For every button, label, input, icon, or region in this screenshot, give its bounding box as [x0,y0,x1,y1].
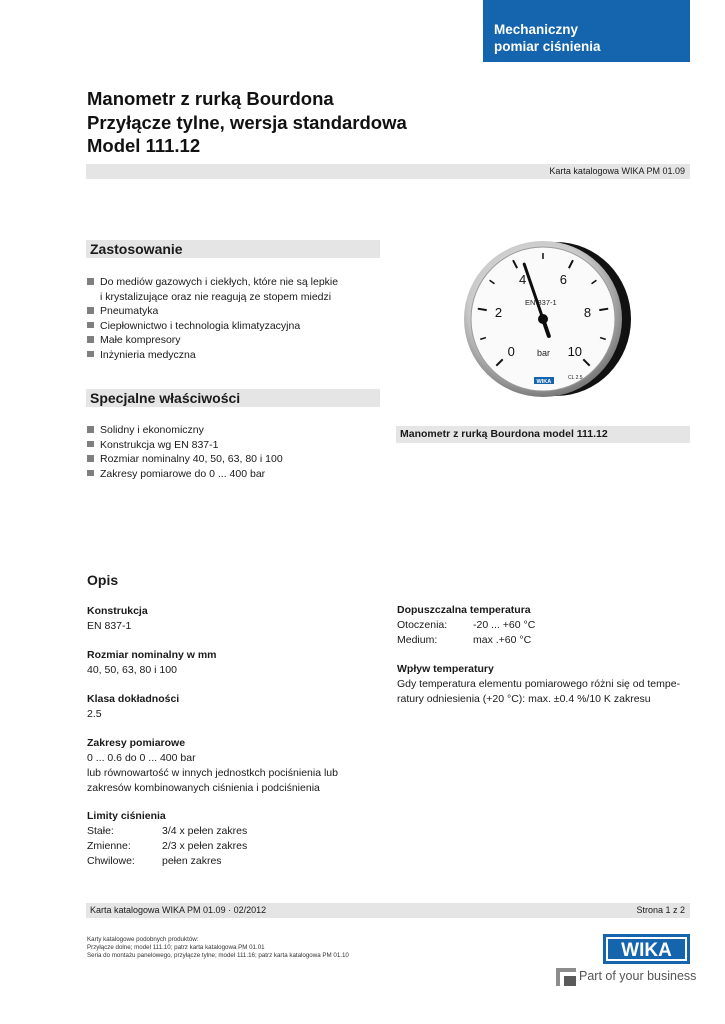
list-item: Zakresy pomiarowe do 0 ... 400 bar [86,467,283,482]
zakresy-block [87,736,338,796]
footer-bar [86,903,690,918]
zakresy-heading: Zakresy pomiarowe [87,737,186,749]
temperatura-heading: Dopuszczalna temperatura [397,604,531,616]
title-line-2: Przyłącze tylne, wersja standardowa [87,111,407,133]
gauge-tick [478,309,487,310]
list-item: Inżynieria medyczna [86,348,338,363]
wika-logo-svg [603,934,690,964]
wplyw-block [397,662,680,707]
tagline [556,968,697,986]
konstrukcja-block [87,604,148,634]
temperatura-row: Medium: max .+60 °C [397,634,532,646]
section-zastosowanie-heading: Zastosowanie [86,240,380,258]
gauge-unit-label: bar [537,348,551,358]
limity-heading: Limity ciśnienia [87,810,166,822]
wplyw-heading: Wpływ temperatury [397,663,494,675]
list-item: Małe kompresory [86,333,338,348]
catalog-reference-bar [86,164,690,179]
wika-logo [603,934,690,964]
note-line: Karty katalogowe podobnych produktów: [87,936,199,943]
title-line-1: Manometr z rurką Bourdona [87,88,334,109]
rozmiar-heading: Rozmiar nominalny w mm [87,649,217,661]
zakresy-value-1: 0 ... 0.6 do 0 ... 400 bar [87,752,196,764]
rozmiar-block [87,648,217,678]
gauge-needle-hub [538,314,548,324]
klasa-heading: Klasa dokładności [87,693,180,705]
gauge-scale-number: 0 [507,343,515,359]
klasa-value: 2.5 [87,708,102,720]
category-line-2: pomiar ciśnienia [494,39,601,54]
limity-row: Stałe: 3/4 x pełen zakres [87,825,248,837]
tagline-text: Part of your business [579,969,697,983]
specjalne-list [86,423,283,481]
list-item: Pneumatyka [86,304,338,319]
wplyw-value-2: ratury odniesienia (+20 °C): max. ±0.4 %/10 K zakresu [397,693,651,705]
wplyw-value-1: Gdy temperatura elementu pomiarowego różni się od tempe- [397,678,681,690]
gauge-scale-number: 6 [559,271,568,287]
list-item: Ciepłownictwo i technologia klimatyzacyjna [86,319,338,334]
limity-row: Chwilowe: pełen zakres [87,855,222,867]
catalog-reference: Karta katalogowa WIKA PM 01.09 [549,166,685,176]
rozmiar-value: 40, 50, 63, 80 i 100 [87,664,177,676]
wika-logo-text: WIKA [621,940,672,961]
note-line: Seria do montażu panelowego, przyłącze tylne; model 111.16; patrz karta katalogowa PM 01.10 [87,952,349,960]
zastosowanie-list [86,275,338,363]
gauge-scale-number: 4 [518,271,527,287]
figure-caption: Manometr z rurką Bourdona model 111.12 [400,428,608,440]
gauge-scale-number: 10 [567,343,583,359]
category-banner [483,0,690,62]
gauge-class-label: CL 2.5 [568,375,583,381]
figure-caption-bar [396,426,690,443]
document-title [87,87,647,158]
gauge-svg [455,239,641,399]
tagline-mark-core [564,976,576,986]
category-line-1: Mechaniczny [494,22,579,37]
gauge-tick [599,309,608,310]
footer-left: Karta katalogowa WIKA PM 01.09 · 02/2012 [90,905,267,915]
konstrukcja-heading: Konstrukcja [87,605,148,617]
related-datasheets-notes [87,936,349,961]
gauge-scale-number: 8 [583,304,592,320]
limity-block [87,809,247,869]
konstrukcja-value: EN 837-1 [87,620,132,632]
list-item: Solidny i ekonomiczny [86,423,283,438]
temperatura-block [397,603,535,648]
gauge-brand-label: WIKA [536,378,552,385]
temperatura-row: Otoczenia: -20 ... +60 °C [397,619,536,631]
section-opis-heading: Opis [87,572,119,588]
list-item: Do mediów gazowych i ciekłych, które nie są lepkie i krystalizujące oraz nie reagują ze stopem miedzi [86,275,338,304]
list-item: Rozmiar nominalny 40, 50, 63, 80 i 100 [86,452,283,467]
zakresy-value-3: zakresów kombinowanych ciśnienia i podciśnienia [87,782,320,794]
pressure-gauge-image [455,239,641,399]
zakresy-value-2: lub równowartość w innych jednostkch pociśnienia lub [87,767,338,779]
gauge-standard-label: EN 837-1 [525,298,557,307]
section-specjalne-heading: Specjalne właściwości [86,389,380,407]
list-item: Konstrukcja wg EN 837-1 [86,438,283,453]
gauge-scale-number: 2 [494,304,503,320]
note-line: Przyłącze dolne; model 111.10; patrz karta katalogowa PM 01.01 [87,944,265,952]
title-line-3: Model 111.12 [87,135,201,156]
page-number: Strona 1 z 2 [636,905,685,915]
klasa-block [87,692,179,722]
limity-row: Zmienne: 2/3 x pełen zakres [87,840,248,852]
